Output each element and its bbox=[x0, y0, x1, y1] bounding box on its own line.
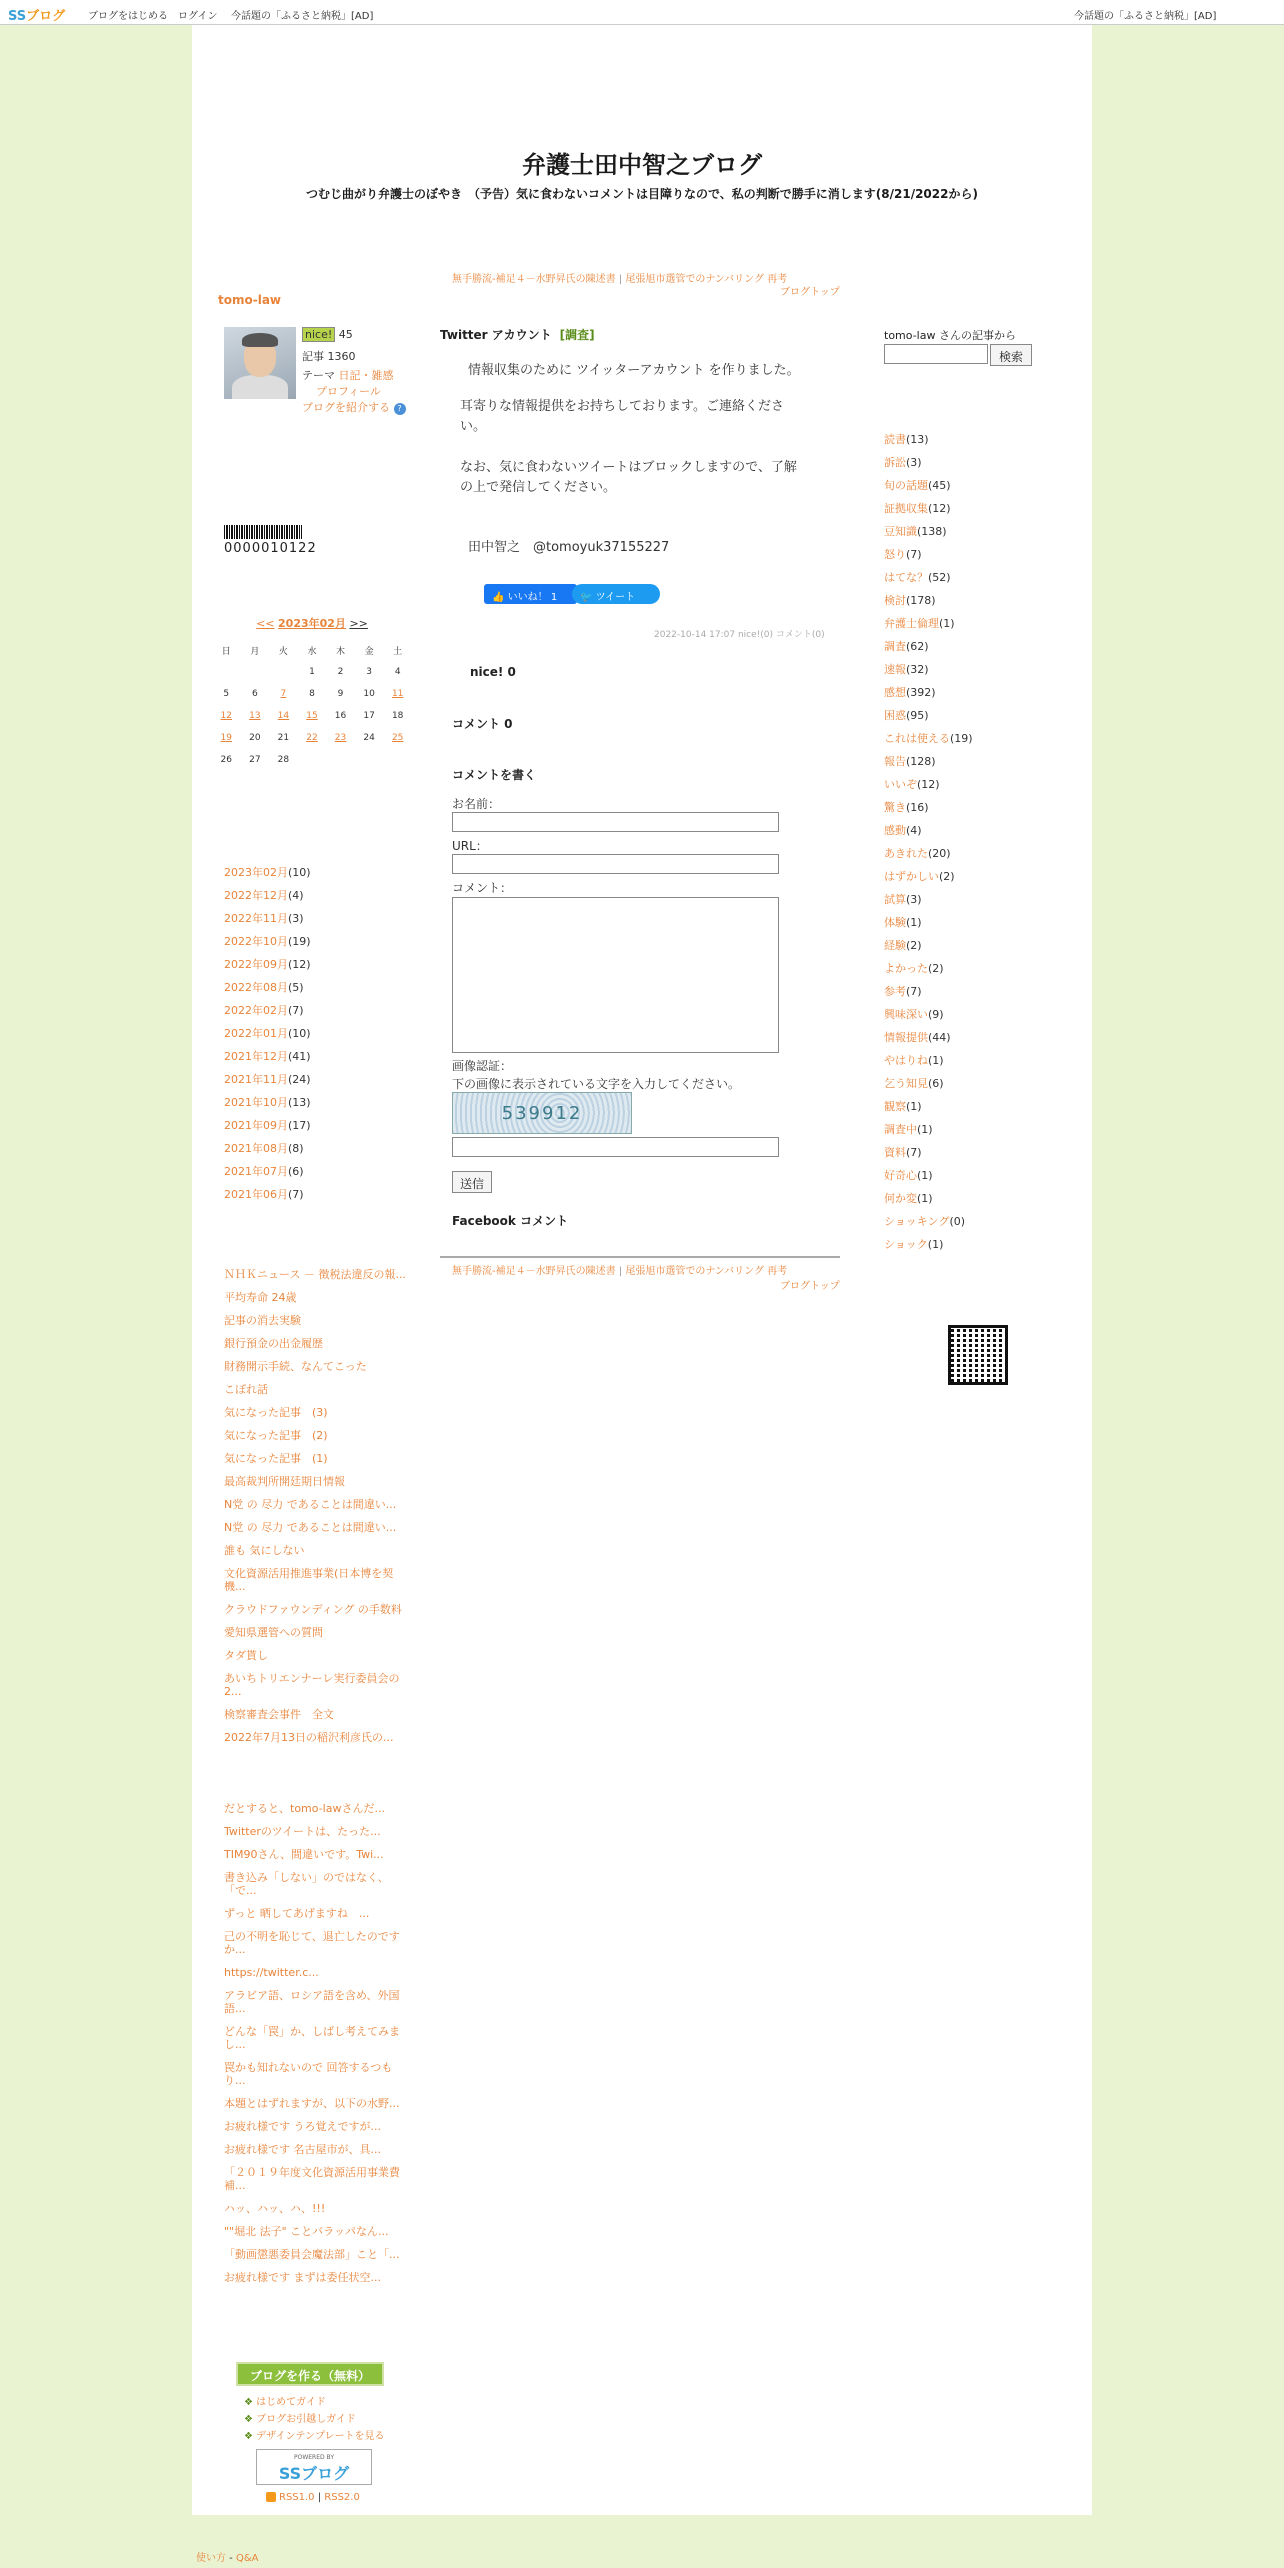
recent-article-link[interactable]: 気になった記事 (2) bbox=[224, 1429, 328, 1442]
twitter-icon: 🐦 bbox=[580, 592, 593, 603]
category-item: 乞う知見(6) bbox=[884, 1077, 944, 1090]
ss-blog-logo[interactable]: SSブログ bbox=[8, 9, 66, 24]
recent-comment-link[interactable]: どんな「罠」か、しばし考えてみまし... bbox=[224, 2025, 400, 2051]
recent-article-item bbox=[224, 1672, 409, 1698]
category-item: 調査中(1) bbox=[884, 1123, 933, 1136]
recent-articles bbox=[224, 1268, 409, 1754]
recent-comment-item bbox=[224, 2166, 409, 2192]
recent-comments bbox=[224, 1802, 409, 2294]
recent-article-item bbox=[224, 1626, 409, 1639]
recent-article-item bbox=[224, 1567, 409, 1593]
recent-article-link[interactable]: ＮＨＫニュース － 徴税法違反の報... bbox=[224, 1268, 406, 1281]
calendar-weekdays: 日 月 火 水 木 金 土 bbox=[221, 646, 403, 657]
category-link[interactable]: 好奇心 bbox=[884, 1169, 917, 1182]
recent-article-item bbox=[224, 1544, 409, 1557]
recent-article-link[interactable]: N党 の 尽力 であることは間違い... bbox=[224, 1521, 397, 1534]
recent-article-item bbox=[224, 1475, 409, 1488]
next-post-link-bottom[interactable]: 尾張旭市選管でのナンバリング 再考 bbox=[625, 1266, 788, 1277]
category-item: 豆知識(138) bbox=[884, 525, 947, 538]
archive-link[interactable]: 2021年12月 bbox=[224, 1050, 288, 1063]
comment-label: コメント： bbox=[452, 881, 513, 895]
recent-article-link[interactable]: 誰も 気にしない bbox=[224, 1544, 305, 1557]
post-title: Twitter アカウント [調査] bbox=[440, 328, 595, 342]
category-link[interactable]: 旬の話題 bbox=[884, 479, 928, 492]
category-item: いいぞ(12) bbox=[884, 778, 940, 791]
rss1-link[interactable]: RSS1.0 bbox=[279, 2492, 315, 2503]
recent-comment-link[interactable]: Twitterのツイートは、たった... bbox=[224, 1825, 381, 1838]
recent-article-item bbox=[224, 1649, 409, 1662]
category-link[interactable]: 体験 bbox=[884, 916, 906, 929]
category-link[interactable]: 訴訟 bbox=[884, 456, 906, 469]
category-link[interactable]: 読書 bbox=[884, 433, 906, 446]
recent-article-link[interactable]: 最高裁判所開廷期日情報 bbox=[224, 1475, 345, 1488]
archive-list bbox=[224, 864, 311, 1209]
recent-comment-link[interactable]: 「動画懲悪委員会魔法部」こと「... bbox=[224, 2248, 400, 2261]
blog-subtitle: つむじ曲がり弁護士のぼやき （予告）気に食わないコメントは目障りなので、私の判断で勝手に消します(8/21/2022から) bbox=[306, 187, 978, 201]
recent-comment-item bbox=[224, 2271, 409, 2284]
name-label: お名前： bbox=[452, 797, 501, 811]
recent-comment-link[interactable]: https://twitter.c... bbox=[224, 1966, 319, 1979]
facebook-like-button[interactable]: 👍 いいね！ 1 bbox=[484, 584, 577, 604]
search-label: tomo-law さんの記事から bbox=[884, 329, 1016, 342]
guide-templates[interactable]: デザインテンプレートを見る bbox=[256, 2431, 385, 2442]
recent-comment-link[interactable]: お疲れ様です うろ覚えですが... bbox=[224, 2120, 381, 2133]
category-item: 読書(13) bbox=[884, 433, 929, 446]
category-link[interactable]: 情報提供 bbox=[884, 1031, 928, 1044]
post-nav: 無手勝流-補足４－水野昇氏の陳述書 | 尾張旭市選管でのナンバリング 再考 bbox=[452, 274, 788, 285]
search-input[interactable] bbox=[884, 344, 988, 364]
category-item: 調査(62) bbox=[884, 640, 929, 653]
category-link[interactable]: 資料 bbox=[884, 1146, 906, 1159]
recent-article-link[interactable]: 気になった記事 (3) bbox=[224, 1406, 328, 1419]
archive-item: 2022年02月(7) bbox=[224, 1004, 304, 1017]
recent-article-item bbox=[224, 1360, 409, 1373]
captcha-field[interactable] bbox=[452, 1137, 779, 1157]
archive-link[interactable]: 2022年08月 bbox=[224, 981, 288, 994]
archive-item: 2021年11月(24) bbox=[224, 1073, 311, 1086]
recent-article-link[interactable]: 2022年7月13日の稲沢利彦氏の... bbox=[224, 1731, 394, 1744]
category-link[interactable]: ショッキング bbox=[884, 1215, 950, 1228]
qa-link[interactable]: Q&A bbox=[235, 2553, 259, 2564]
top-bar bbox=[0, 0, 1284, 25]
archive-link[interactable]: 2021年08月 bbox=[224, 1142, 288, 1155]
powered-by-badge[interactable]: POWERED BY SSブログ bbox=[256, 2449, 372, 2485]
recent-article-item bbox=[224, 1268, 409, 1281]
recent-article-link[interactable]: タダ貰し bbox=[224, 1649, 268, 1662]
tweet-button[interactable]: 🐦 ツイート bbox=[572, 584, 660, 604]
recent-article-link[interactable]: 財務開示手続、なんてこった bbox=[224, 1360, 367, 1373]
next-post-link[interactable]: 尾張旭市選管でのナンバリング 再考 bbox=[625, 274, 788, 285]
recent-comment-item bbox=[224, 1802, 409, 1815]
recent-comment-link[interactable]: ずっと 晒してあげますね ... bbox=[224, 1907, 370, 1920]
archive-item: 2022年01月(10) bbox=[224, 1027, 311, 1040]
category-item: はてな？(52) bbox=[884, 571, 951, 584]
post-paragraph-1: 情報収集のために ツイッターアカウント を作りました。 bbox=[468, 363, 800, 378]
recent-article-link[interactable]: クラウドファウンディング の手数料 bbox=[224, 1603, 402, 1616]
intro-line bbox=[302, 399, 406, 415]
category-item: 検討(178) bbox=[884, 594, 936, 607]
recent-comment-link[interactable]: お疲れ様です 名古屋市が、具... bbox=[224, 2143, 381, 2156]
category-link[interactable]: 感動 bbox=[884, 824, 906, 837]
category-link[interactable]: 経験 bbox=[884, 939, 906, 952]
category-item: 感動(4) bbox=[884, 824, 922, 837]
category-link[interactable]: あきれた bbox=[884, 847, 928, 860]
archive-link[interactable]: 2021年11月 bbox=[224, 1073, 288, 1086]
archive-link[interactable]: 2022年02月 bbox=[224, 1004, 288, 1017]
archive-item: 2021年10月(13) bbox=[224, 1096, 311, 1109]
category-link[interactable]: 感想 bbox=[884, 686, 906, 699]
category-link[interactable]: はずかしい bbox=[884, 870, 939, 883]
calendar: << 2023年02月 >> 日 月 火 水 木 金 土 1 2 3 4 5 6 7 8 9 10 11 12 13 14 15 16 17 18 19 20 21 22 23 24 25 26 27 28 bbox=[212, 615, 412, 771]
nice-badge: nice! bbox=[302, 327, 335, 342]
footer-links: 使い方 - Q&A bbox=[196, 2553, 259, 2564]
recent-comment-item bbox=[224, 2202, 409, 2215]
page-container bbox=[192, 25, 1092, 2515]
category-item: 困惑(95) bbox=[884, 709, 929, 722]
qr-code bbox=[948, 1325, 1008, 1385]
category-item: 資料(7) bbox=[884, 1146, 922, 1159]
category-item: 旬の話題(45) bbox=[884, 479, 951, 492]
recent-article-item bbox=[224, 1521, 409, 1534]
recent-comment-item bbox=[224, 2248, 409, 2261]
category-link[interactable]: 観察 bbox=[884, 1100, 906, 1113]
guide-links: ❖ はじめてガイド ❖ ブログお引越しガイド ❖ デザインテンプレートを見る bbox=[244, 2397, 385, 2442]
archive-link[interactable]: 2022年12月 bbox=[224, 889, 288, 902]
nice-heading: nice! 0 bbox=[470, 665, 516, 679]
category-item: 体験(1) bbox=[884, 916, 922, 929]
recent-comment-item bbox=[224, 1907, 409, 1920]
recent-article-item bbox=[224, 1452, 409, 1465]
archive-link[interactable]: 2022年10月 bbox=[224, 935, 288, 948]
category-link[interactable]: 困惑 bbox=[884, 709, 906, 722]
archive-link[interactable]: 2021年06月 bbox=[224, 1188, 288, 1201]
archive-link[interactable]: 2022年11月 bbox=[224, 912, 288, 925]
recent-comment-link[interactable]: アラビア語、ロシア語を含め、外国語... bbox=[224, 1989, 400, 2015]
category-link[interactable]: ショック bbox=[884, 1238, 928, 1251]
archive-item: 2022年10月(19) bbox=[224, 935, 311, 948]
recent-article-item bbox=[224, 1383, 409, 1396]
recent-article-link[interactable]: 記事の消去実験 bbox=[224, 1314, 301, 1327]
recent-comment-link[interactable]: 罠かも知れないので 回答するつもり... bbox=[224, 2061, 393, 2087]
recent-comment-item bbox=[224, 2061, 409, 2087]
recent-comment-link[interactable]: 「２０１９年度文化資源活用事業費補... bbox=[224, 2166, 400, 2192]
category-item: 驚き(16) bbox=[884, 801, 929, 814]
rss2-link[interactable]: RSS2.0 bbox=[324, 2492, 360, 2503]
recent-article-link[interactable]: 平均寿命 24歳 bbox=[224, 1291, 297, 1304]
introduce-blog-link[interactable]: ブログを紹介する bbox=[302, 401, 390, 414]
category-link[interactable]: 調査中 bbox=[884, 1123, 917, 1136]
recent-comment-item bbox=[224, 2143, 409, 2156]
recent-article-link[interactable]: N党 の 尽力 であることは間違い... bbox=[224, 1498, 397, 1511]
name-field[interactable] bbox=[452, 812, 779, 832]
facebook-comments-heading: Facebook コメント bbox=[452, 1214, 569, 1228]
recent-comment-link[interactable]: 本題とはずれますが、以下の水野... bbox=[224, 2097, 400, 2110]
blog-title[interactable]: 弁護士田中智之ブログ bbox=[522, 150, 762, 179]
recent-article-item bbox=[224, 1337, 409, 1350]
rss-icon bbox=[266, 2492, 276, 2502]
category-item: これは使える(19) bbox=[884, 732, 973, 745]
recent-article-item bbox=[224, 1429, 409, 1442]
archive-item: 2021年07月(6) bbox=[224, 1165, 304, 1178]
recent-comment-item bbox=[224, 1871, 409, 1897]
recent-comment-link[interactable]: 書き込み「しない」のではなく、「で... bbox=[224, 1871, 389, 1897]
recent-comment-item bbox=[224, 2097, 409, 2110]
archive-link[interactable]: 2021年10月 bbox=[224, 1096, 288, 1109]
category-link[interactable]: 試算 bbox=[884, 893, 906, 906]
category-item: ショッキング(0) bbox=[884, 1215, 966, 1228]
blog-top-link-bottom[interactable]: ブログトップ bbox=[780, 1281, 840, 1292]
archive-item: 2021年08月(8) bbox=[224, 1142, 304, 1155]
guide-move[interactable]: ブログお引越しガイド bbox=[256, 2414, 356, 2425]
archive-link[interactable]: 2021年07月 bbox=[224, 1165, 288, 1178]
category-item: 訴訟(3) bbox=[884, 456, 922, 469]
category-item: やはりね(1) bbox=[884, 1054, 944, 1067]
category-link[interactable]: はてな？ bbox=[884, 571, 928, 584]
category-link[interactable]: 報告 bbox=[884, 755, 906, 768]
category-item: あきれた(20) bbox=[884, 847, 951, 860]
post-nav-bottom: 無手勝流-補足４－水野昇氏の陳述書 | 尾張旭市選管でのナンバリング 再考 bbox=[452, 1266, 788, 1277]
category-link[interactable]: 豆知識 bbox=[884, 525, 917, 538]
category-item: 経験(2) bbox=[884, 939, 922, 952]
recent-comment-item bbox=[224, 2025, 409, 2051]
category-item: 何か変(1) bbox=[884, 1192, 933, 1205]
prev-post-link[interactable]: 無手勝流-補足４－水野昇氏の陳述書 bbox=[452, 274, 616, 285]
category-item: ショック(1) bbox=[884, 1238, 944, 1251]
post-category[interactable]: [調査] bbox=[559, 328, 595, 342]
recent-comment-item bbox=[224, 2120, 409, 2133]
submit-button[interactable]: 送信 bbox=[452, 1171, 492, 1193]
blog-top-link[interactable]: ブログトップ bbox=[780, 287, 840, 298]
archive-link[interactable]: 2021年09月 bbox=[224, 1119, 288, 1132]
avatar[interactable] bbox=[224, 327, 296, 399]
search-button[interactable]: 検索 bbox=[990, 344, 1032, 366]
captcha-label: 画像認証： bbox=[452, 1059, 513, 1073]
category-item: 興味深い(9) bbox=[884, 1008, 944, 1021]
recent-comment-link[interactable]: ""堀北 法子" ことバラッパなん... bbox=[224, 2225, 389, 2238]
archive-link[interactable]: 2022年01月 bbox=[224, 1027, 288, 1040]
archive-item: 2021年09月(17) bbox=[224, 1119, 311, 1132]
category-link[interactable]: 検討 bbox=[884, 594, 906, 607]
category-item: 感想(392) bbox=[884, 686, 936, 699]
category-item: 観察(1) bbox=[884, 1100, 922, 1113]
archive-item: 2021年06月(7) bbox=[224, 1188, 304, 1201]
recent-comment-item bbox=[224, 1825, 409, 1838]
recent-article-item bbox=[224, 1603, 409, 1616]
user-name[interactable]: tomo-law bbox=[218, 293, 282, 307]
post-paragraph-4: 田中智之 @tomoyuk37155227 bbox=[468, 540, 670, 555]
access-counter-barcode bbox=[224, 525, 302, 539]
start-blog-link[interactable]: ブログをはじめる bbox=[88, 11, 168, 22]
recent-article-item bbox=[224, 1731, 409, 1744]
category-item: 報告(128) bbox=[884, 755, 936, 768]
recent-comment-item bbox=[224, 1930, 409, 1956]
category-link[interactable]: 証拠収集 bbox=[884, 502, 928, 515]
calendar-prev[interactable]: << bbox=[256, 617, 275, 630]
thumbs-up-icon: 👍 bbox=[492, 592, 505, 603]
recent-article-link[interactable]: 検察審査会事件 全文 bbox=[224, 1708, 334, 1721]
article-count: 記事 1360 bbox=[302, 350, 356, 363]
nice-count: nice! 45 bbox=[302, 328, 353, 341]
calendar-month[interactable]: 2023年02月 bbox=[278, 617, 346, 630]
recent-article-item bbox=[224, 1291, 409, 1304]
recent-article-item bbox=[224, 1498, 409, 1511]
recent-article-item bbox=[224, 1708, 409, 1721]
theme-link[interactable]: 日記・雑感 bbox=[338, 369, 394, 382]
prev-post-link-bottom[interactable]: 無手勝流-補足４－水野昇氏の陳述書 bbox=[452, 1266, 616, 1277]
category-item: 参考(7) bbox=[884, 985, 922, 998]
archive-item: 2022年09月(12) bbox=[224, 958, 311, 971]
archive-item: 2022年12月(4) bbox=[224, 889, 304, 902]
ad-link-right[interactable]: 今話題の「ふるさと納税」[AD] bbox=[1074, 11, 1217, 22]
rss-links: RSS1.0 | RSS2.0 bbox=[266, 2492, 360, 2503]
recent-comment-item bbox=[224, 2225, 409, 2238]
captcha-image: 539912 bbox=[452, 1092, 632, 1134]
guide-first[interactable]: はじめてガイド bbox=[256, 2397, 326, 2408]
recent-comment-link[interactable]: だとすると、tomo-lawさんだ... bbox=[224, 1802, 385, 1815]
category-link[interactable]: 何か変 bbox=[884, 1192, 917, 1205]
theme-line: テーマ 日記・雑感 bbox=[302, 369, 394, 382]
recent-comment-item bbox=[224, 1966, 409, 1979]
category-link[interactable]: 参考 bbox=[884, 985, 906, 998]
make-blog-button[interactable]: ブログを作る（無料） bbox=[236, 2362, 384, 2386]
category-list bbox=[884, 431, 973, 1259]
recent-article-link[interactable]: 愛知県選管への質問 bbox=[224, 1626, 323, 1639]
comments-heading: コメント 0 bbox=[452, 717, 513, 731]
ad-link[interactable]: 今話題の「ふるさと納税」[AD] bbox=[231, 11, 374, 22]
category-item: 試算(3) bbox=[884, 893, 922, 906]
archive-link[interactable]: 2022年09月 bbox=[224, 958, 288, 971]
write-comment-heading: コメントを書く bbox=[452, 768, 537, 782]
comment-field[interactable] bbox=[452, 897, 779, 1053]
url-field[interactable] bbox=[452, 854, 779, 874]
recent-comment-item bbox=[224, 1848, 409, 1861]
recent-article-link[interactable]: 気になった記事 (1) bbox=[224, 1452, 328, 1465]
category-item: 怒り(7) bbox=[884, 548, 922, 561]
archive-item: 2021年12月(41) bbox=[224, 1050, 311, 1063]
archive-link[interactable]: 2023年02月 bbox=[224, 866, 288, 879]
url-label: URL： bbox=[452, 839, 488, 853]
category-item: 弁護士倫理(1) bbox=[884, 617, 955, 630]
recent-comment-link[interactable]: 己の不明を恥じて、退亡したのです か... bbox=[224, 1930, 400, 1956]
category-item: 情報提供(44) bbox=[884, 1031, 951, 1044]
category-link[interactable]: いいぞ bbox=[884, 778, 917, 791]
howto-link[interactable]: 使い方 bbox=[196, 2553, 226, 2564]
calendar-next[interactable]: >> bbox=[349, 617, 368, 630]
recent-article-link[interactable]: こぼれ話 bbox=[224, 1383, 268, 1396]
archive-item: 2022年11月(3) bbox=[224, 912, 304, 925]
recent-comment-link[interactable]: お疲れ様です まずは委任状空... bbox=[224, 2271, 381, 2284]
access-counter: 0000010122 bbox=[224, 541, 317, 556]
recent-article-item bbox=[224, 1406, 409, 1419]
recent-article-item bbox=[224, 1314, 409, 1327]
category-item: 速報(32) bbox=[884, 663, 929, 676]
archive-item: 2023年02月(10) bbox=[224, 866, 311, 879]
recent-comment-link[interactable]: TIM90さん、間違いです。Twi... bbox=[224, 1848, 384, 1861]
recent-article-link[interactable]: あいちトリエンナーレ実行委員会の2... bbox=[224, 1672, 400, 1698]
category-item: 好奇心(1) bbox=[884, 1169, 933, 1182]
category-link[interactable]: やはりね bbox=[884, 1054, 928, 1067]
category-link[interactable]: 弁護士倫理 bbox=[884, 617, 939, 630]
category-item: よかった(2) bbox=[884, 962, 944, 975]
login-link[interactable]: ログイン bbox=[178, 11, 218, 22]
post-meta: 2022-10-14 17:07 nice!(0) コメント(0) bbox=[654, 630, 825, 640]
recent-comment-item bbox=[224, 1989, 409, 2015]
post-paragraph-2: 耳寄りな情報提供をお持ちしております。ご連絡ください。 bbox=[460, 399, 784, 434]
recent-comment-link[interactable]: ハッ、ハッ、ハ、!!! bbox=[224, 2202, 326, 2215]
category-link[interactable]: 驚き bbox=[884, 801, 906, 814]
recent-article-link[interactable]: 文化資源活用推進事業(日本博を契機... bbox=[224, 1567, 394, 1593]
archive-item: 2022年08月(5) bbox=[224, 981, 304, 994]
divider bbox=[440, 1256, 840, 1258]
category-link[interactable]: 速報 bbox=[884, 663, 906, 676]
category-link[interactable]: 調査 bbox=[884, 640, 906, 653]
category-link[interactable]: 乞う知見 bbox=[884, 1077, 928, 1090]
profile-link[interactable]: プロフィール bbox=[316, 385, 381, 398]
captcha-help: 下の画像に表示されている文字を入力してください。 bbox=[452, 1077, 741, 1091]
recent-article-link[interactable]: 銀行預金の出金履歴 bbox=[224, 1337, 323, 1350]
category-link[interactable]: 興味深い bbox=[884, 1008, 928, 1021]
category-link[interactable]: 怒り bbox=[884, 548, 906, 561]
help-icon[interactable]: ? bbox=[394, 403, 406, 415]
category-link[interactable]: よかった bbox=[884, 962, 928, 975]
category-item: はずかしい(2) bbox=[884, 870, 955, 883]
category-link[interactable]: これは使える bbox=[884, 732, 950, 745]
category-item: 証拠収集(12) bbox=[884, 502, 951, 515]
post-paragraph-3: なお、気に食わないツイートはブロックしますので、了解の上で発信してください。 bbox=[460, 460, 797, 495]
